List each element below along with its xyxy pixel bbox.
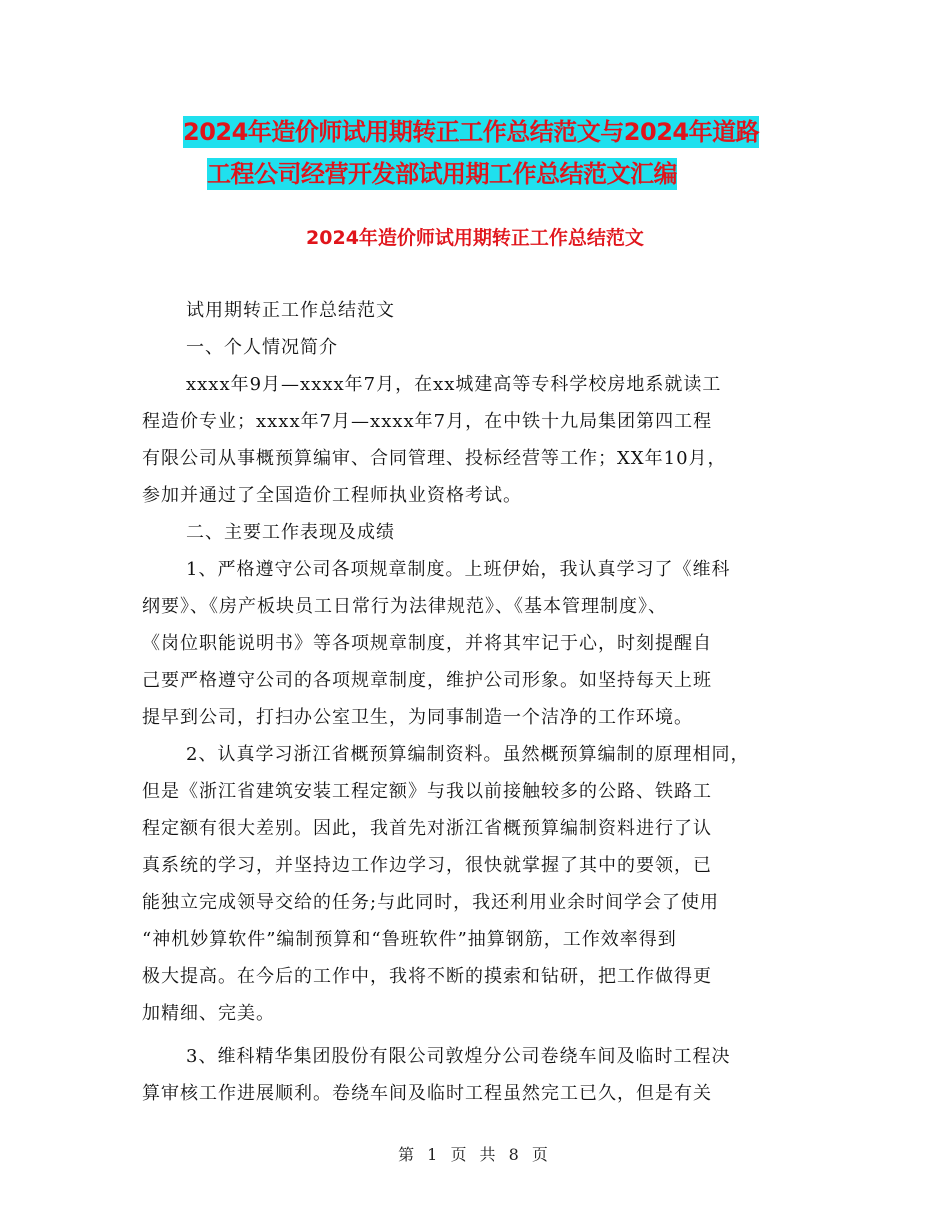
body-line: 极大提高。在今后的工作中，我将不断的摸索和钻研，把工作做得更	[142, 966, 712, 987]
body-line: 一、个人情况简介	[186, 337, 338, 358]
document-title-line-2	[207, 152, 887, 196]
body-line: 加精细、完美。	[142, 1003, 275, 1024]
body-line: 真系统的学习，并坚持边工作边学习，很快就掌握了其中的要领，已	[142, 855, 712, 876]
title-highlight-2: 工程公司经营开发部试用期工作总结范文汇编	[207, 160, 677, 188]
body-line: 己要严格遵守公司的各项规章制度，维护公司形象。如坚持每天上班	[142, 670, 712, 691]
document-title-line-1	[183, 110, 863, 154]
section-title: 2024年造价师试用期转正工作总结范文	[306, 227, 644, 249]
body-line: xxxx年9月—xxxx年7月，在xx城建高等专科学校房地系就读工	[186, 374, 722, 395]
body-line: “神机妙算软件”编制预算和“鲁班软件”抽算钢筋，工作效率得到	[142, 929, 677, 950]
document-body	[142, 292, 822, 1112]
body-line: 试用期转正工作总结范文	[186, 300, 395, 321]
body-line: 二、主要工作表现及成绩	[186, 522, 395, 543]
body-line: 提早到公司，打扫办公室卫生，为同事制造一个洁净的工作环境。	[142, 707, 693, 728]
body-line: 3、维科精华集团股份有限公司敦煌分公司卷绕车间及临时工程决	[186, 1046, 731, 1067]
body-line: 《岗位职能说明书》等各项规章制度，并将其牢记于心，时刻提醒自	[142, 633, 712, 654]
body-line: 2、认真学习浙江省概预算编制资料。虽然概预算编制的原理相同，	[186, 744, 750, 765]
body-line: 1、严格遵守公司各项规章制度。上班伊始，我认真学习了《维科	[186, 559, 731, 580]
body-line: 能独立完成领导交给的任务;与此同时，我还利用业余时间学会了使用	[142, 892, 720, 913]
body-line: 但是《浙江省建筑安装工程定额》与我以前接触较多的公路、铁路工	[142, 781, 712, 802]
body-line: 程定额有很大差别。因此，我首先对浙江省概预算编制资料进行了认	[142, 818, 712, 839]
body-line: 参加并通过了全国造价工程师执业资格考试。	[142, 485, 522, 506]
body-line: 算审核工作进展顺利。卷绕车间及临时工程虽然完工已久，但是有关	[142, 1083, 712, 1104]
title-highlight-1: 2024年造价师试用期转正工作总结范文与2024年道路	[183, 118, 760, 146]
page-number-footer: 第 1 页 共 8 页	[398, 1145, 552, 1164]
body-line: 纲要》、《房产板块员工日常行为法律规范》、《基本管理制度》、	[142, 596, 667, 617]
body-line: 有限公司从事概预算编审、合同管理、投标经营等工作；XX年10月，	[142, 448, 727, 469]
body-line: 程造价专业；xxxx年7月—xxxx年7月，在中铁十九局集团第四工程	[142, 411, 713, 432]
